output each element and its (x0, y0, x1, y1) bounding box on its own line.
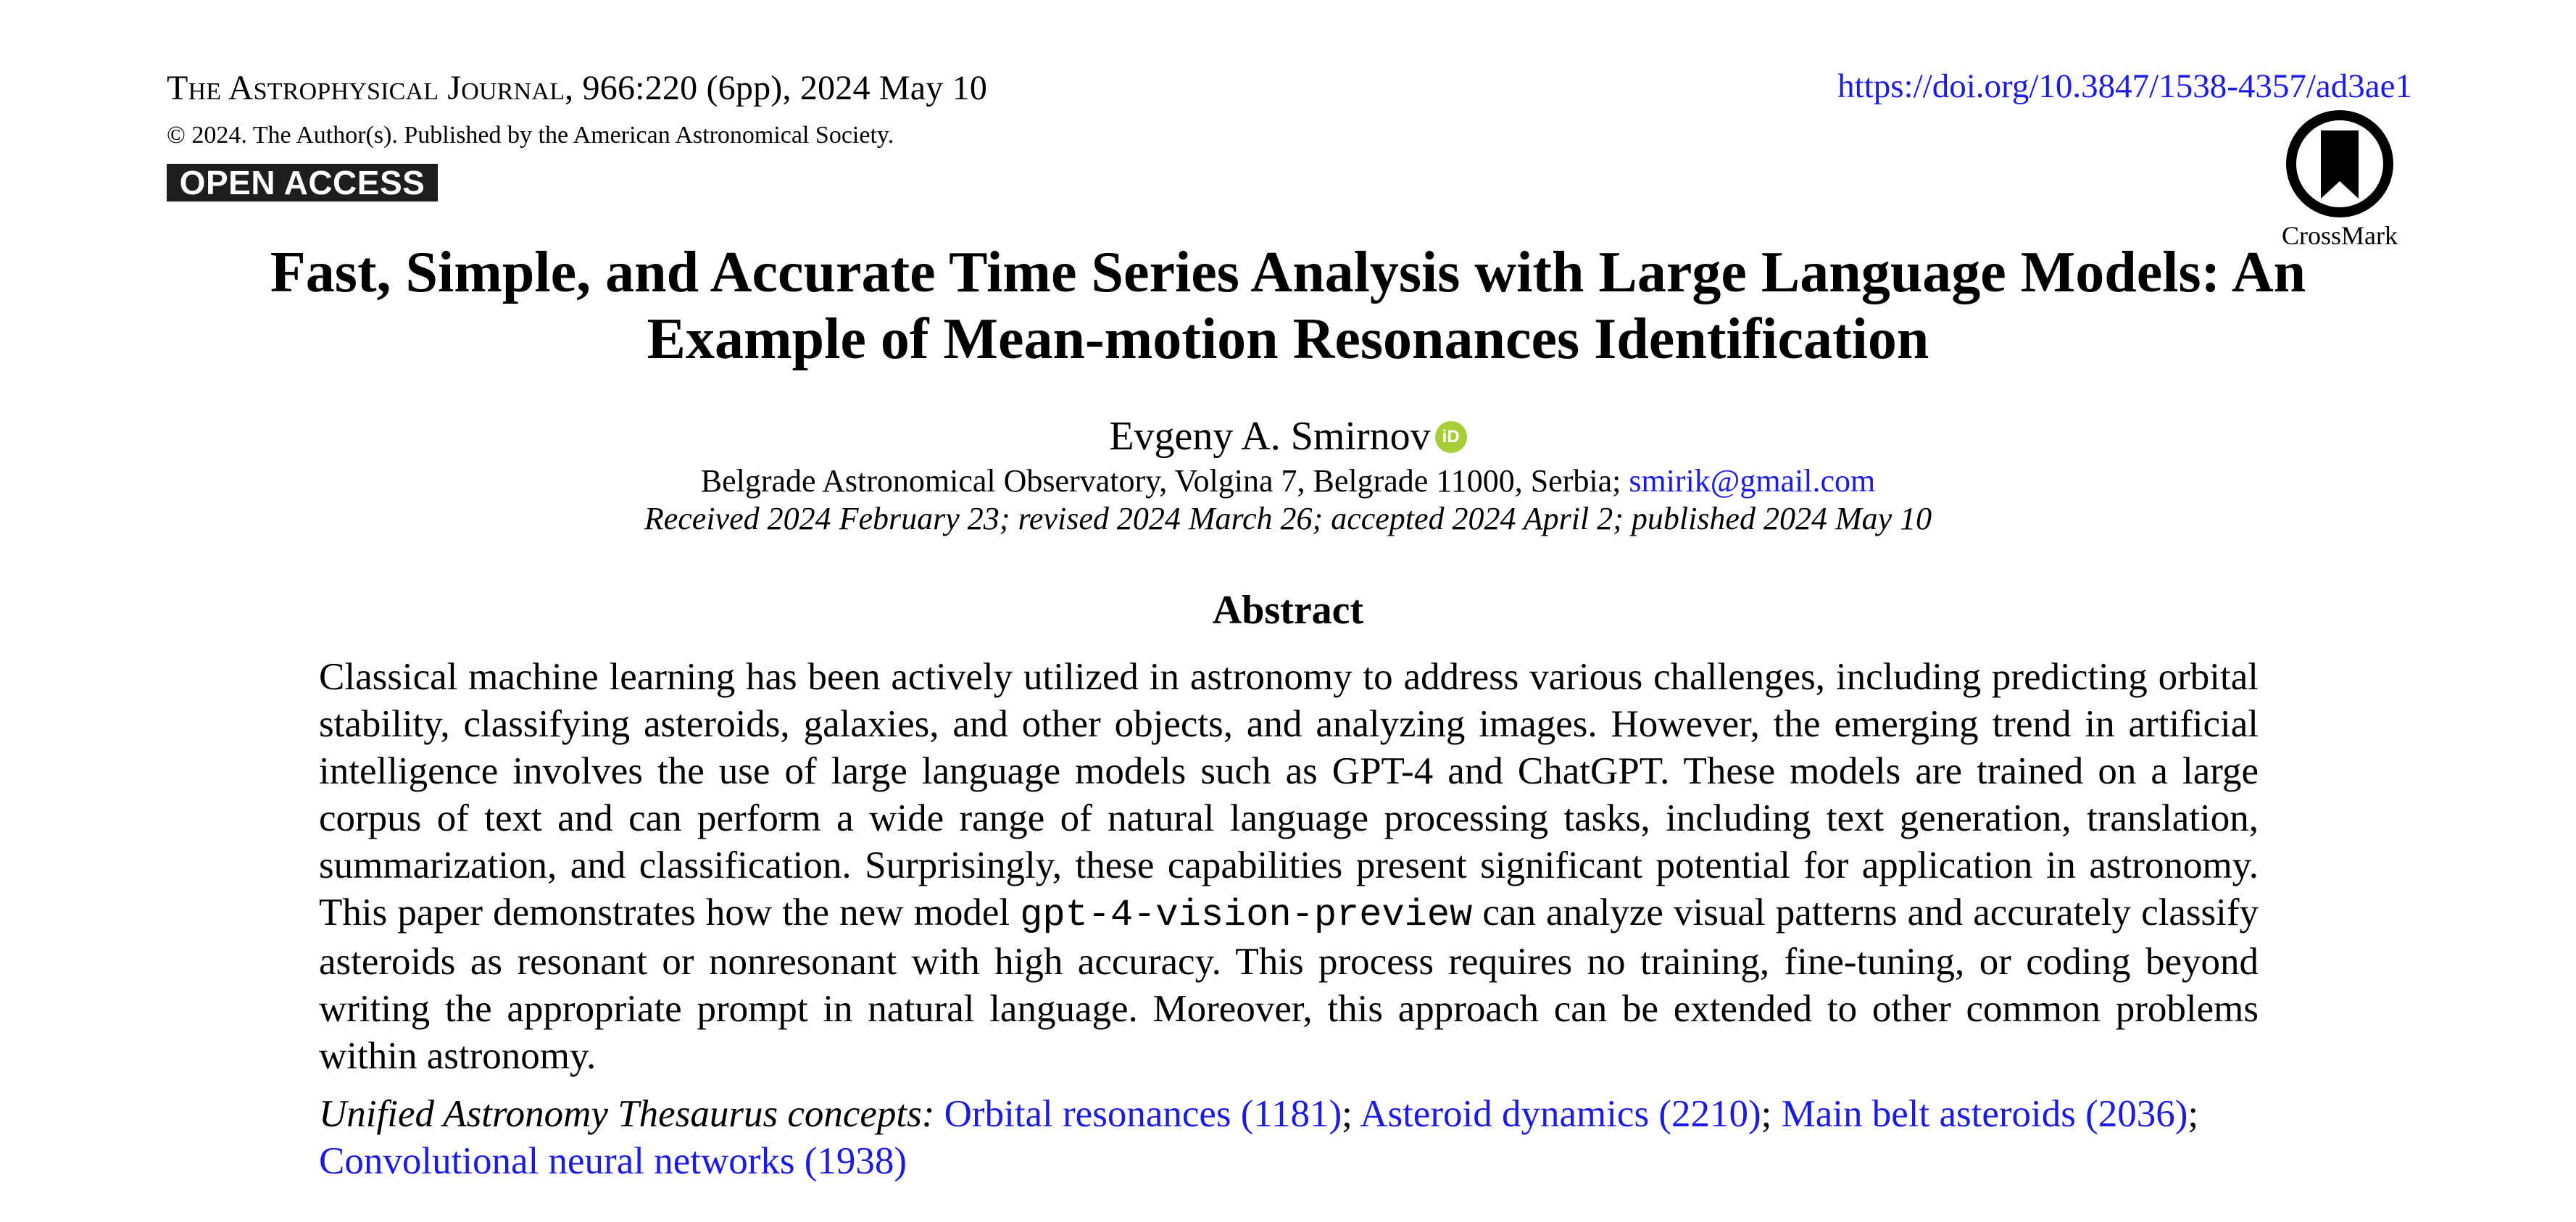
uat-concept-link[interactable]: Convolutional neural networks (1938) (319, 1140, 907, 1182)
journal-name: The Astrophysical Journal (167, 69, 565, 107)
journal-citation-line (167, 68, 987, 108)
model-name-code: gpt-4-vision-preview (1020, 894, 1473, 936)
affiliation-text: Belgrade Astronomical Observatory, Volgina 7, Belgrade 11000, Serbia; (700, 463, 1629, 499)
publication-dates: Received 2024 February 23; revised 2024 March 26; accepted 2024 April 2; published 2024 May 10 (644, 501, 1932, 536)
doi-link[interactable]: https://doi.org/10.3847/1538-4357/ad3ae1 (1837, 67, 2412, 105)
paper-title (167, 239, 2409, 373)
open-access-badge: OPEN ACCESS (167, 164, 438, 201)
author-line (0, 413, 2576, 460)
crossmark-icon (2285, 109, 2395, 219)
uat-concept-link[interactable]: Asteroid dynamics (2210) (1360, 1093, 1761, 1135)
journal-volume-pages-date: , 966:220 (6pp), 2024 May 10 (565, 69, 988, 107)
uat-label: Unified Astronomy Thesaurus concepts: (319, 1093, 935, 1135)
orcid-icon[interactable]: iD (1435, 421, 1467, 453)
author-email-link[interactable]: smirik@gmail.com (1629, 463, 1876, 499)
copyright-notice: © 2024. The Author(s). Published by the American Astronomical Society. (167, 122, 894, 149)
paper-title-line-2: Example of Mean-motion Resonances Identification (647, 307, 1929, 371)
abstract-text-part-1: Classical machine learning has been actively utilized in astronomy to address various challenges, including predicting orbital stability, classifying asteroids, galaxies, and other objects, and analyzing images. However, the emerging trend in artificial intelligence involves the use of large language models such as GPT-4 and ChatGPT. These models are trained on a large corpus of text and can perform a wide range of natural language processing tasks, including text generation, translation, summarization, and classification. Surprisingly, these capabilities present significant potential for application in astronomy. This paper demonstrates how the new model (319, 656, 2259, 934)
uat-concepts: Unified Astronomy Thesaurus concepts: Orbital resonances (1181); Asteroid dynamics (2210); Main belt asteroids (2036); Convolutional neural networks (1938) (319, 1093, 2199, 1182)
crossmark-button[interactable] (2282, 109, 2398, 251)
crossmark-label: CrossMark (2282, 221, 2398, 250)
uat-concept-link[interactable]: Main belt asteroids (2036) (1781, 1093, 2188, 1135)
author-name: Evgeny A. Smirnov (1109, 414, 1431, 459)
abstract-body (319, 654, 2259, 1080)
affiliation (0, 462, 2576, 499)
paper-title-line-1: Fast, Simple, and Accurate Time Series Analysis with Large Language Models: An (270, 241, 2306, 304)
abstract-heading: Abstract (1212, 588, 1364, 633)
uat-concept-link[interactable]: Orbital resonances (1181) (944, 1093, 1342, 1135)
abstract-text-part-2: can analyze visual patterns and accurately classify asteroids as resonant or nonresonant with high accuracy. This process requires no training, fine-tuning, or coding beyond writing the appropriate prompt in natural language. Moreover, this approach can be extended to other common problems within astronomy. (319, 891, 2259, 1077)
